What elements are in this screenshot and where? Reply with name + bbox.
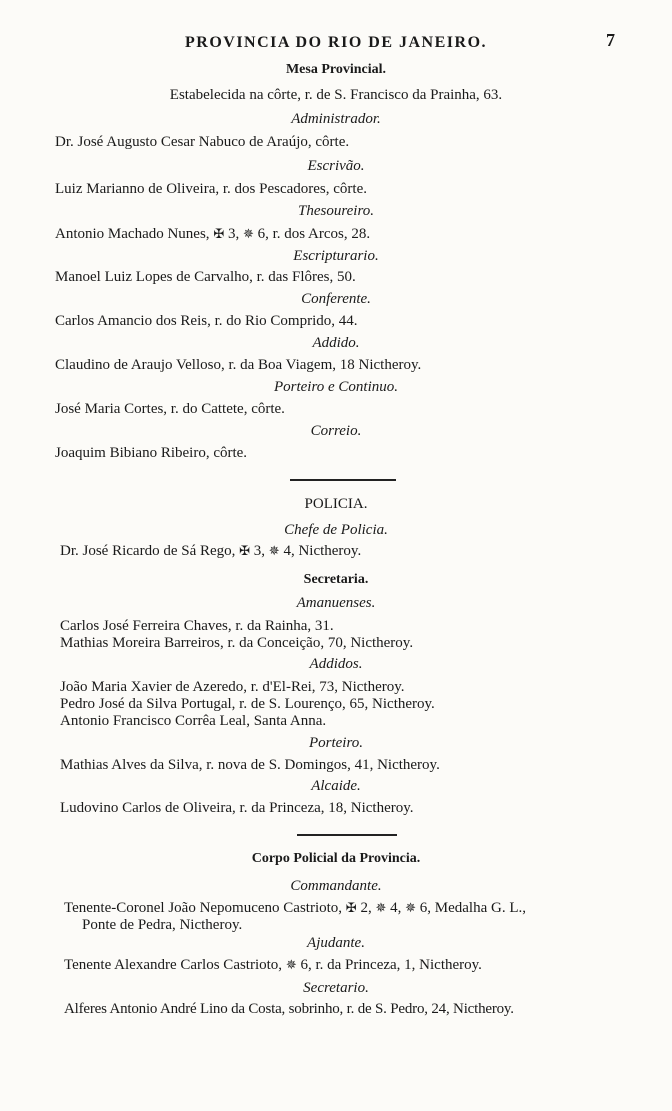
cross-order-icon: ✠ [239, 543, 251, 558]
rose-order-icon: ✵ [375, 900, 387, 915]
person-addido-3: Antonio Francisco Corrêa Leal, Santa Anna. [60, 713, 327, 729]
role-commandante: Commandante. [290, 878, 382, 894]
person-porteiro: José Maria Cortes, r. do Cattete, côrte. [55, 401, 285, 417]
person-administrador: Dr. José Augusto Cesar Nabuco de Araújo, côrte. [55, 134, 350, 150]
policia-title: POLICIA. [304, 496, 368, 512]
role-escrivao: Escrivão. [307, 158, 365, 174]
role-administrador: Administrador. [291, 111, 381, 127]
person-alcaide: Ludovino Carlos de Oliveira, r. da Princeza, 18, Nictheroy. [60, 800, 414, 816]
mesa-established: Estabelecida na côrte, r. de S. Francisco da Prainha, 63. [169, 87, 503, 103]
ajudante-name: Tenente Alexandre Carlos Castrioto, [64, 957, 283, 973]
role-secretario: Secretario. [303, 980, 369, 996]
chefe-name: Dr. José Ricardo de Sá Rego, [60, 543, 236, 559]
role-addido: Addido. [312, 335, 360, 351]
page-header: PROVINCIA DO RIO DE JANEIRO. [184, 34, 488, 51]
person-addido-1: João Maria Xavier de Azeredo, r. d'El-Rei, 73, Nictheroy. [60, 679, 405, 695]
role-porteiro: Porteiro e Continuo. [273, 379, 399, 395]
person-commandante [64, 900, 526, 917]
rose-order-icon: ✵ [285, 957, 297, 972]
person-escrivao: Luiz Marianno de Oliveira, r. dos Pescadores, côrte. [55, 181, 367, 197]
person-conferente: Carlos Amancio dos Reis, r. do Rio Comprido, 44. [55, 313, 358, 329]
ajudante-address: 6, r. da Princeza, 1, Nictheroy. [300, 957, 482, 973]
secretaria-title: Secretaria. [303, 572, 369, 587]
commandante-grade-3: 6, Medalha G. L., [419, 900, 526, 916]
role-alcaide: Alcaide. [311, 778, 361, 794]
chefe-address: 4, Nictheroy. [283, 543, 362, 559]
role-escripturario: Escripturario. [293, 248, 379, 264]
corpo-title: Corpo Policial da Provincia. [251, 851, 421, 866]
person-ajudante [64, 957, 482, 974]
person-amanuense-1: Carlos José Ferreira Chaves, r. da Rainha, 31. [60, 618, 334, 634]
role-ajudante: Ajudante. [307, 935, 365, 951]
section-divider [297, 834, 397, 836]
mesa-title: Mesa Provincial. [285, 62, 387, 77]
commandante-grade-2: 4, [390, 900, 402, 916]
role-chefe: Chefe de Policia. [284, 522, 388, 538]
thesoureiro-name: Antonio Machado Nunes, [55, 226, 210, 242]
role-porteiro-policia: Porteiro. [308, 735, 364, 751]
person-secretario: Alferes Antonio André Lino da Costa, sobrinho, r. de S. Pedro, 24, Nictheroy. [64, 1001, 514, 1017]
role-conferente: Conferente. [301, 291, 371, 307]
role-thesoureiro: Thesoureiro. [298, 203, 374, 219]
cross-order-icon: ✠ [345, 900, 357, 915]
role-addidos: Addidos. [309, 656, 363, 672]
person-porteiro-policia: Mathias Alves da Silva, r. nova de S. Domingos, 41, Nictheroy. [60, 757, 440, 773]
person-amanuense-2: Mathias Moreira Barreiros, r. da Conceição, 70, Nictheroy. [60, 635, 414, 651]
person-commandante-address: Ponte de Pedra, Nictheroy. [82, 917, 243, 933]
person-chefe [60, 543, 361, 560]
page-number: 7 [606, 30, 615, 50]
rose-order-icon: ✵ [242, 226, 254, 241]
rose-order-icon: ✵ [405, 900, 417, 915]
person-escripturario: Manoel Luiz Lopes de Carvalho, r. das Flôres, 50. [55, 269, 356, 285]
commandante-name: Tenente-Coronel João Nepomuceno Castrioto, [64, 900, 343, 916]
rose-order-icon: ✵ [268, 543, 280, 558]
section-divider [290, 479, 396, 481]
chefe-grade-1: 3, [253, 543, 266, 559]
person-addido-2: Pedro José da Silva Portugal, r. de S. Lourenço, 65, Nictheroy. [60, 696, 435, 712]
thesoureiro-address: 6, r. dos Arcos, 28. [257, 226, 371, 242]
person-correio: Joaquim Bibiano Ribeiro, côrte. [55, 445, 248, 461]
person-addido: Claudino de Araujo Velloso, r. da Boa Viagem, 18 Nictheroy. [55, 357, 422, 373]
role-correio: Correio. [310, 423, 362, 439]
cross-order-icon: ✠ [213, 226, 225, 241]
role-amanuenses: Amanuenses. [296, 595, 376, 611]
thesoureiro-grade-1: 3, [227, 226, 240, 242]
person-thesoureiro [55, 226, 370, 243]
commandante-grade-1: 2, [360, 900, 372, 916]
